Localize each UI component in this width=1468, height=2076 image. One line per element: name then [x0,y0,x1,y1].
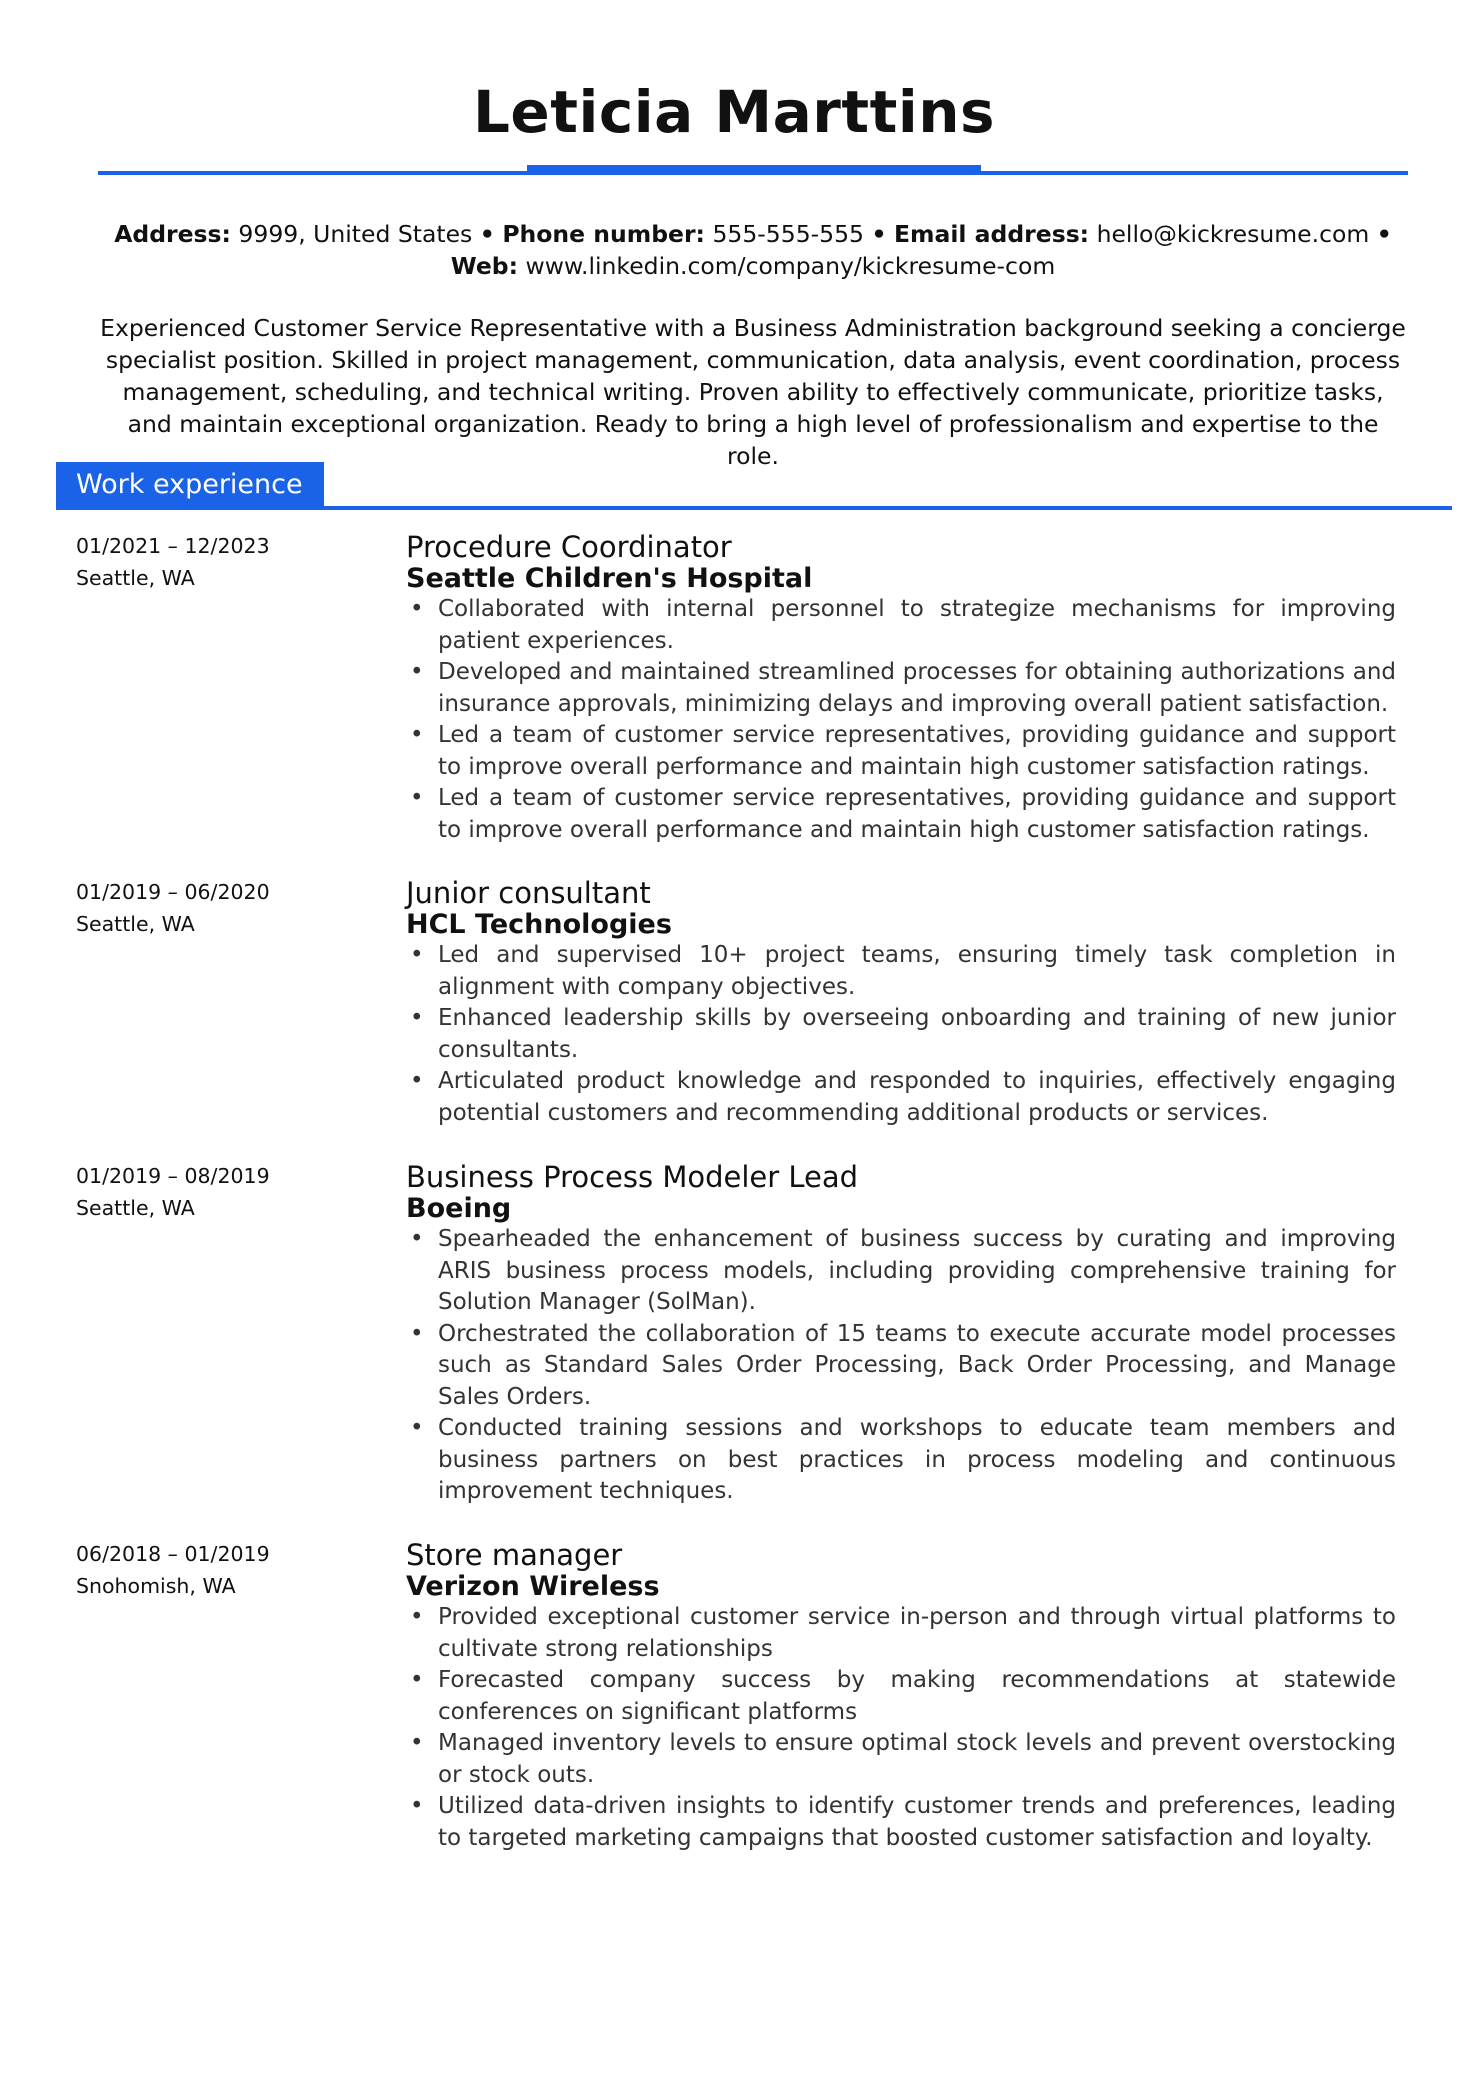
job-bullet: • Enhanced leadership skills by overseeing onboarding and training of new junior consultants. [406,1003,1396,1066]
job-company: Verizon Wireless [406,1571,660,1602]
contact-info [98,218,1408,282]
job-bullet: • Led a team of customer service representatives, providing guidance and support to improve overall performance and maintain high customer satisfaction ratings. [406,783,1396,846]
job-bullet: • Orchestrated the collaboration of 15 teams to execute accurate model processes such as Standard Sales Order Processing, Back Order Processing, and Manage Sales Orders. [406,1319,1396,1414]
header-divider [98,171,1408,175]
email-value[interactable]: hello@kickresume.com [1096,220,1370,248]
job-dates: 01/2021 – 12/2023 [76,534,270,558]
job-bullet: • Led and supervised 10+ project teams, ensuring timely task completion in alignment with company objectives. [406,940,1396,1003]
phone-label: Phone number: [502,220,705,248]
separator: • [871,220,887,248]
job-dates: 01/2019 – 06/2020 [76,880,270,904]
job-title: Junior consultant [406,876,651,910]
job-bullet: • Developed and maintained streamlined processes for obtaining authorizations and insurance approvals, minimizing delays and improving overall patient satisfaction. [406,657,1396,720]
web-label: Web: [450,252,519,280]
job-title: Business Process Modeler Lead [406,1160,859,1194]
job-bullet: • Collaborated with internal personnel to strategize mechanisms for improving patient experiences. [406,594,1396,657]
job-location: Snohomish, WA [76,1574,236,1598]
address-label: Address: [114,220,231,248]
email-label: Email address: [893,220,1090,248]
job-title: Procedure Coordinator [406,530,732,564]
job-bullet-list [406,594,1396,846]
job-title: Store manager [406,1538,623,1572]
summary-text: Experienced Customer Service Representative with a Business Administration background seeking a concierge specialist position. Skilled in project management, communication, data analysis, event coordination, process management, scheduling, and technical writing. Proven ability to effectively communicate, prioritize tasks, and maintain exceptional organization. Ready to bring a high level of professionalism and expertise to the role. [100,314,1406,470]
job-company: Seattle Children's Hospital [406,563,813,594]
job-bullet: • Provided exceptional customer service in-person and through virtual platforms to cultivate strong relationships [406,1602,1396,1665]
job-dates: 06/2018 – 01/2019 [76,1542,270,1566]
job-bullet-list [406,1224,1396,1508]
separator: • [1376,220,1392,248]
job-bullet: • Conducted training sessions and workshops to educate team members and business partners on best practices in process modeling and continuous improvement techniques. [406,1413,1396,1508]
section-divider [56,506,1452,510]
job-bullet: • Spearheaded the enhancement of business success by curating and improving ARIS business process models, including providing comprehensive training for Solution Manager (SolMan). [406,1224,1396,1319]
job-location: Seattle, WA [76,566,195,590]
job-bullet-list [406,1602,1396,1854]
phone-value: 555-555-555 [712,220,864,248]
job-location: Seattle, WA [76,912,195,936]
job-dates: 01/2019 – 08/2019 [76,1164,270,1188]
web-value[interactable]: www.linkedin.com/company/kickresume-com [525,252,1056,280]
resume-name: Leticia Marttins [472,78,996,146]
job-bullet: • Utilized data-driven insights to identify customer trends and preferences, leading to targeted marketing campaigns that boosted customer satisfaction and loyalty. [406,1791,1396,1854]
job-company: HCL Technologies [406,909,672,940]
section-title: Work experience [56,462,324,508]
job-location: Seattle, WA [76,1196,195,1220]
separator: • [479,220,495,248]
address-value: 9999, United States [238,220,473,248]
job-bullet: • Forecasted company success by making recommendations at statewide conferences on significant platforms [406,1665,1396,1728]
job-bullet: • Managed inventory levels to ensure optimal stock levels and prevent overstocking or stock outs. [406,1728,1396,1791]
job-bullet-list [406,940,1396,1129]
job-bullet: • Led a team of customer service representatives, providing guidance and support to improve overall performance and maintain high customer satisfaction ratings. [406,720,1396,783]
work-experience-section-header [56,462,1452,510]
job-bullet: • Articulated product knowledge and responded to inquiries, effectively engaging potential customers and recommending additional products or services. [406,1066,1396,1129]
job-company: Boeing [406,1193,512,1224]
